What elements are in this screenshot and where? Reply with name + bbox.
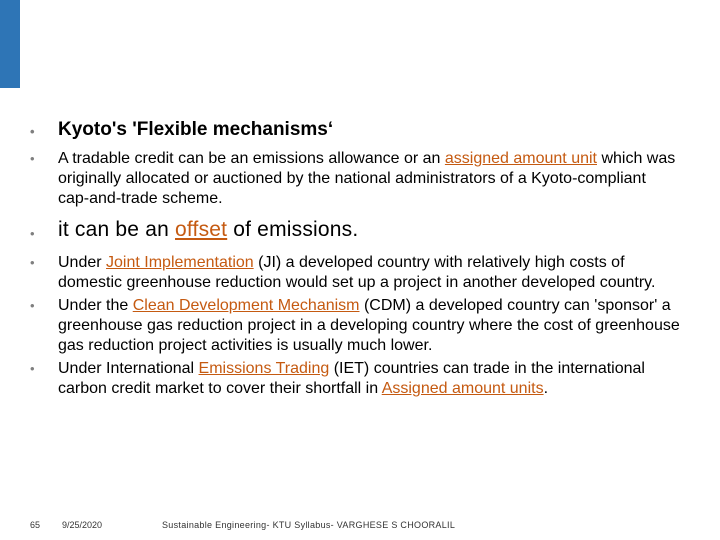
bullet: • xyxy=(30,151,35,166)
bullet: • xyxy=(30,255,35,270)
text: (JI) a developed country with relatively high costs of domestic greenhouse reduction would set up a project in another developed country. xyxy=(58,254,656,291)
bullet: • xyxy=(30,226,35,241)
bullet: • xyxy=(30,361,35,376)
bullet-tradable-credit xyxy=(30,149,680,209)
link-assigned-amount-units[interactable]: Assigned amount units xyxy=(381,380,544,397)
bullet: • xyxy=(30,298,35,313)
footer-date: 9/25/2020 xyxy=(62,520,103,530)
slide-title-text: Kyoto's 'Flexible mechanisms‘ xyxy=(58,119,334,140)
text: (IET) countries can trade in the international carbon credit market to cover their shortfall in xyxy=(58,360,645,397)
link-offset[interactable]: offset xyxy=(175,218,228,241)
bullet: • xyxy=(30,124,35,139)
accent-bar xyxy=(0,0,20,88)
text: which was originally allocated or auctioned by the national administrators of a Kyoto-compliant cap-and-trade scheme. xyxy=(58,150,676,207)
text: Under the xyxy=(58,297,133,314)
text: A tradable credit can be an emissions allowance or an xyxy=(58,150,445,167)
text: . xyxy=(543,380,549,397)
text: (CDM) a developed country can 'sponsor' a greenhouse gas reduction project in a developing country where the cost of greenhouse gas reduction project activities is usually much lower. xyxy=(58,297,680,354)
text: Under International xyxy=(58,360,199,377)
text: Under xyxy=(58,254,107,271)
text: of emissions. xyxy=(227,218,359,241)
bullet-joint-implementation xyxy=(30,253,680,293)
link-joint-implementation[interactable]: Joint Implementation xyxy=(106,254,254,271)
link-assigned-amount-unit[interactable]: assigned amount unit xyxy=(444,150,597,167)
text: it can be an xyxy=(58,218,176,241)
page-number: 65 xyxy=(30,520,41,530)
link-emissions-trading[interactable]: Emissions Trading xyxy=(198,360,330,377)
link-clean-development-mechanism[interactable]: Clean Development Mechanism xyxy=(132,297,360,314)
slide-content xyxy=(30,118,680,407)
bullet-clean-development-mechanism xyxy=(30,296,680,356)
bullet-offset xyxy=(30,217,680,243)
bullet-emissions-trading xyxy=(30,359,680,399)
footer-text: Sustainable Engineering- KTU Syllabus- VARGHESE S CHOORALIL xyxy=(162,520,456,530)
slide-title xyxy=(30,118,680,142)
